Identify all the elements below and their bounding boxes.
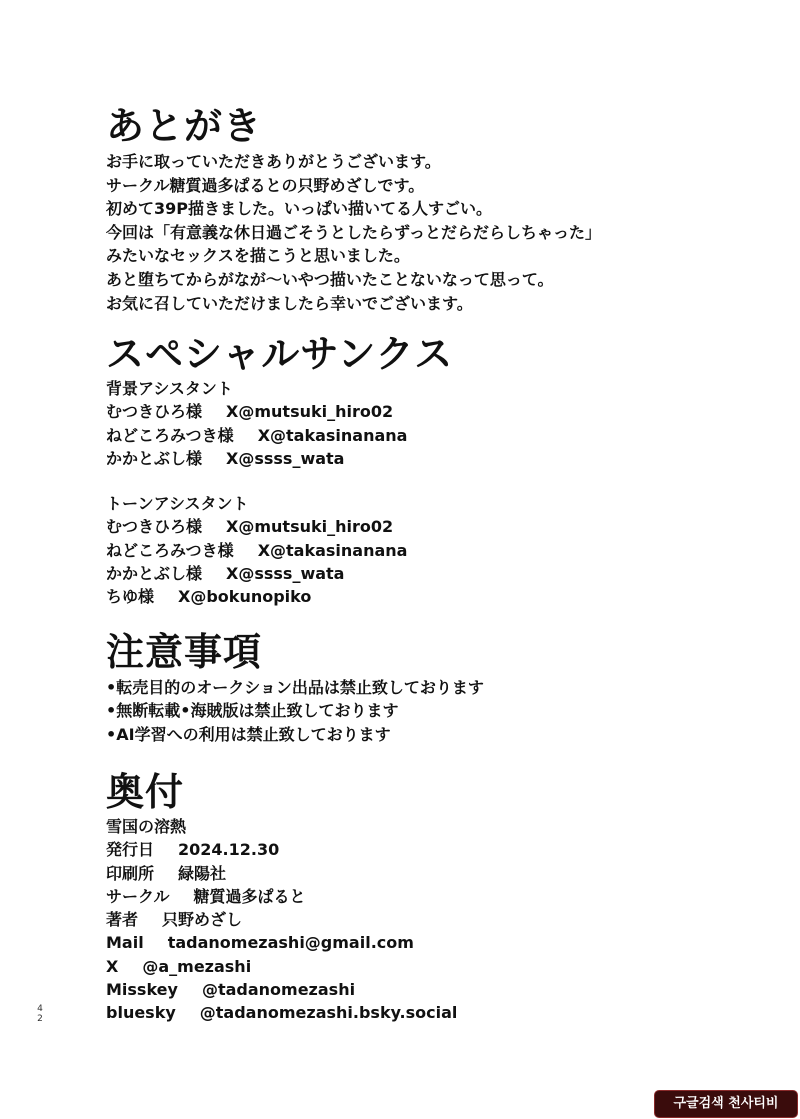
colophon-row <box>106 838 457 861</box>
colophon-label: 印刷所 <box>106 863 155 883</box>
special-thanks-heading: スペシャルサンクス <box>106 332 454 376</box>
credit-name: むつきひろ様 <box>106 517 203 537</box>
afterword-line: お手に取っていただきありがとうございます。 <box>106 152 441 171</box>
colophon-row <box>106 955 457 978</box>
credit-name: ちゆ様 <box>106 587 155 607</box>
credit-row <box>106 447 407 470</box>
colophon-row <box>106 1001 457 1024</box>
afterword-line: 初めて39P描きました。いっぱい描いてる人すごい。 <box>106 199 492 219</box>
afterword-line: お気に召していただけましたら幸いでございます。 <box>106 293 473 313</box>
colophon-row <box>106 931 457 954</box>
page-number-digit: 4 <box>37 1004 43 1014</box>
colophon-value: 2024.12.30 <box>178 840 280 860</box>
colophon-row <box>106 978 457 1001</box>
credit-name: ねどころみつき様 <box>106 425 234 445</box>
credit-handle: X@bokunopiko <box>178 587 312 607</box>
afterword-line: あと堕ちてからがなが〜いやつ描いたことないなって思って。 <box>106 269 554 289</box>
tone-assistant-list <box>106 492 407 608</box>
colophon-block <box>106 815 457 1025</box>
credit-handle: X@mutsuki_hiro02 <box>226 517 394 537</box>
credit-row <box>106 424 407 447</box>
colophon-row <box>106 885 457 908</box>
page-number <box>36 1004 44 1024</box>
credit-name: むつきひろ様 <box>106 402 203 422</box>
afterword-line: サークル糖質過多ぱるとの只野めざしです。 <box>106 175 425 195</box>
colophon-row <box>106 862 457 885</box>
afterword-line: 今回は「有意義な休日過ごそうとしたらずっとだらだらしちゃった」 <box>106 222 602 242</box>
colophon-heading: 奥付 <box>106 770 185 814</box>
credit-row <box>106 585 407 608</box>
credit-handle: X@takasinanana <box>257 540 408 560</box>
credit-row <box>106 539 407 562</box>
afterword-heading: あとがき <box>106 104 263 148</box>
credit-handle: X@mutsuki_hiro02 <box>226 402 394 422</box>
colophon-value: @tadanomezashi.bsky.social <box>199 1003 458 1023</box>
colophon-label: サークル <box>106 886 170 906</box>
credit-handle: X@ssss_wata <box>226 563 345 583</box>
background-assistant-label: 背景アシスタント <box>106 379 233 398</box>
colophon-value: tadanomezashi@gmail.com <box>167 933 414 953</box>
credit-name: かかとぶし様 <box>106 448 203 468</box>
colophon-value: 緑陽社 <box>178 863 227 883</box>
notice-item: •AI学習への利用は禁止致しております <box>106 724 391 744</box>
credit-handle: X@takasinanana <box>257 425 408 445</box>
credit-name: ねどころみつき様 <box>106 540 234 560</box>
colophon-label: X <box>106 956 119 976</box>
colophon-label: Mail <box>106 933 144 953</box>
page-number-digit: 2 <box>37 1014 43 1024</box>
credit-handle: X@ssss_wata <box>226 448 345 468</box>
colophon-label: 著者 <box>106 910 139 930</box>
colophon-value: 只野めざし <box>162 910 243 930</box>
notice-heading: 注意事項 <box>106 630 263 674</box>
afterword-line: みたいなセックスを描こうと思いました。 <box>106 246 410 266</box>
notice-item: •無断転載•海賊版は禁止致しております <box>106 701 399 721</box>
notice-item: •転売目的のオークション出品は禁止致しております <box>106 678 484 697</box>
colophon-label: 発行日 <box>106 840 155 860</box>
colophon-label: Misskey <box>106 980 178 1000</box>
watermark-badge: 구글검색 천사티비 <box>654 1090 798 1118</box>
notice-list <box>106 676 484 746</box>
credit-row <box>106 562 407 585</box>
book-title: 雪国の溶熱 <box>106 817 187 836</box>
afterword-text <box>106 150 601 315</box>
colophon-label: bluesky <box>106 1003 176 1023</box>
credit-row <box>106 400 407 423</box>
tone-assistant-label: トーンアシスタント <box>106 494 249 513</box>
colophon-value: @tadanomezashi <box>201 980 356 1000</box>
credit-name: かかとぶし様 <box>106 563 203 583</box>
colophon-row <box>106 908 457 931</box>
colophon-value: 糖質過多ぱると <box>193 886 306 906</box>
background-assistant-list <box>106 377 407 470</box>
colophon-value: @a_mezashi <box>142 956 252 976</box>
credit-row <box>106 515 407 538</box>
